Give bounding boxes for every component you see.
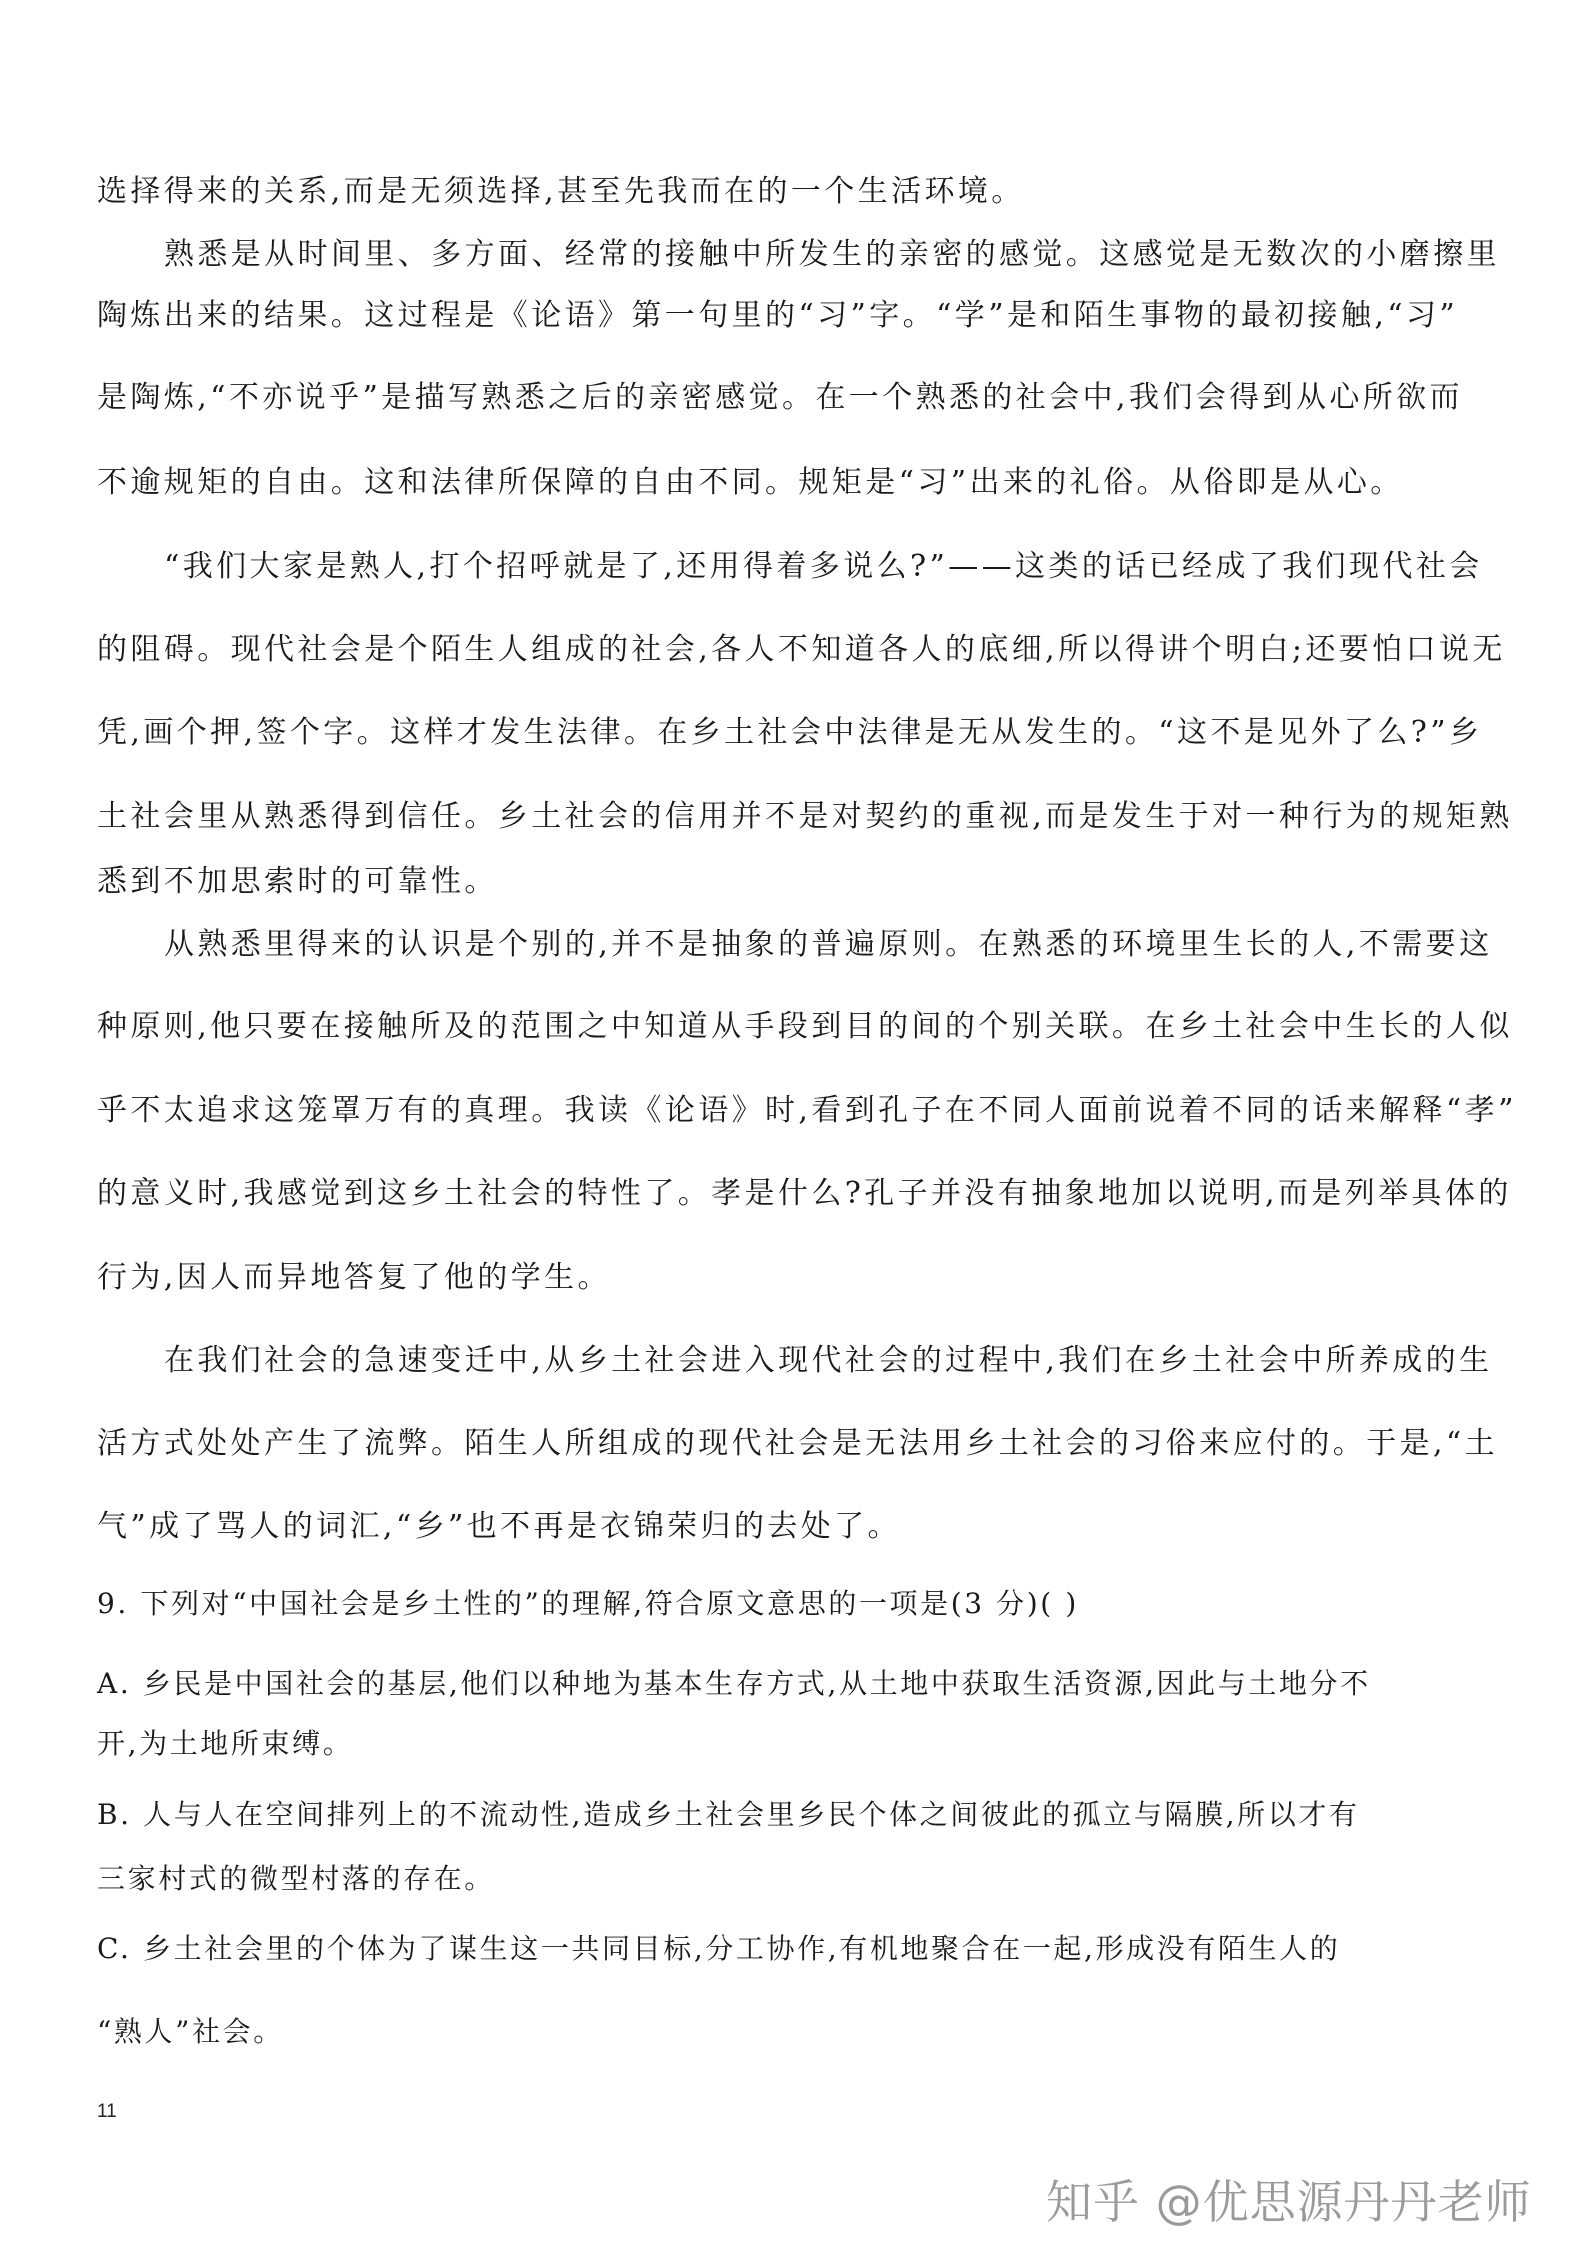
watermark: 知乎 @优思源丹丹老师 — [1046, 2175, 1532, 2229]
paragraph-line: 乎不太追求这笼罩万有的真理。我读《论语》时,看到孔子在不同人面前说着不同的话来解释“孝” — [97, 1093, 1517, 1128]
option-c-line: C. 乡土社会里的个体为了谋生这一共同目标,分工协作,有机地聚合在一起,形成没有陌生人的 — [97, 1932, 1341, 1965]
paragraph-line: 的阻碍。现代社会是个陌生人组成的社会,各人不知道各人的底细,所以得讲个明白;还要怕口说无 — [97, 632, 1506, 667]
paragraph-line: 选择得来的关系,而是无须选择,甚至先我而在的一个生活环境。 — [97, 174, 1025, 209]
paragraph-line: 是陶炼,“不亦说乎”是描写熟悉之后的亲密感觉。在一个熟悉的社会中,我们会得到从心所欲而 — [97, 380, 1463, 415]
option-a-line: 开,为土地所束缚。 — [97, 1727, 354, 1760]
question-stem: 9. 下列对“中国社会是乡土性的”的理解,符合原文意思的一项是(3 分)( ) — [97, 1587, 1079, 1620]
paragraph-line: 悉到不加思索时的可靠性。 — [97, 864, 498, 899]
option-c-line: “熟人”社会。 — [97, 2015, 284, 2048]
paragraph-line: 熟悉是从时间里、多方面、经常的接触中所发生的亲密的感觉。这感觉是无数次的小磨擦里 — [164, 237, 1500, 272]
paragraph-line: 的意义时,我感觉到这乡土社会的特性了。孝是什么?孔子并没有抽象地加以说明,而是列举具体的 — [97, 1176, 1512, 1211]
paragraph-line: 在我们社会的急速变迁中,从乡土社会进入现代社会的过程中,我们在乡土社会中所养成的生 — [164, 1343, 1493, 1378]
paragraph-line: 行为,因人而异地答复了他的学生。 — [97, 1260, 611, 1295]
paragraph-line: 活方式处处产生了流弊。陌生人所组成的现代社会是无法用乡土社会的习俗来应付的。于是,“土 — [97, 1426, 1499, 1461]
option-a-line: A. 乡民是中国社会的基层,他们以种地为基本生存方式,从土地中获取生活资源,因此与土地分不 — [97, 1667, 1371, 1700]
paragraph-line: 陶炼出来的结果。这过程是《论语》第一句里的“习”字。“学”是和陌生事物的最初接触,“习” — [97, 298, 1459, 333]
paragraph-line: 土社会里从熟悉得到信任。乡土社会的信用并不是对契约的重视,而是发生于对一种行为的规矩熟 — [97, 799, 1513, 834]
paragraph-line: 凭,画个押,签个字。这样才发生法律。在乡土社会中法律是无从发生的。“这不是见外了么?”乡 — [97, 715, 1483, 750]
paragraph-line: 从熟悉里得来的认识是个别的,并不是抽象的普遍原则。在熟悉的环境里生长的人,不需要这 — [164, 927, 1493, 962]
paragraph-line: 气”成了骂人的词汇,“乡”也不再是衣锦荣归的去处了。 — [97, 1509, 901, 1544]
paragraph-line: 不逾规矩的自由。这和法律所保障的自由不同。规矩是“习”出来的礼俗。从俗即是从心。 — [97, 465, 1404, 500]
option-b-line: B. 人与人在空间排列上的不流动性,造成乡土社会里乡民个体之间彼此的孤立与隔膜,所以才有 — [97, 1798, 1360, 1831]
paragraph-line: “我们大家是熟人,打个招呼就是了,还用得着多说么?”——这类的话已经成了我们现代社会 — [164, 549, 1483, 584]
page-number: 11 — [97, 2101, 117, 2122]
option-b-line: 三家村式的微型村落的存在。 — [97, 1862, 495, 1895]
paragraph-line: 种原则,他只要在接触所及的范围之中知道从手段到目的间的个别关联。在乡土社会中生长的人似 — [97, 1009, 1513, 1044]
